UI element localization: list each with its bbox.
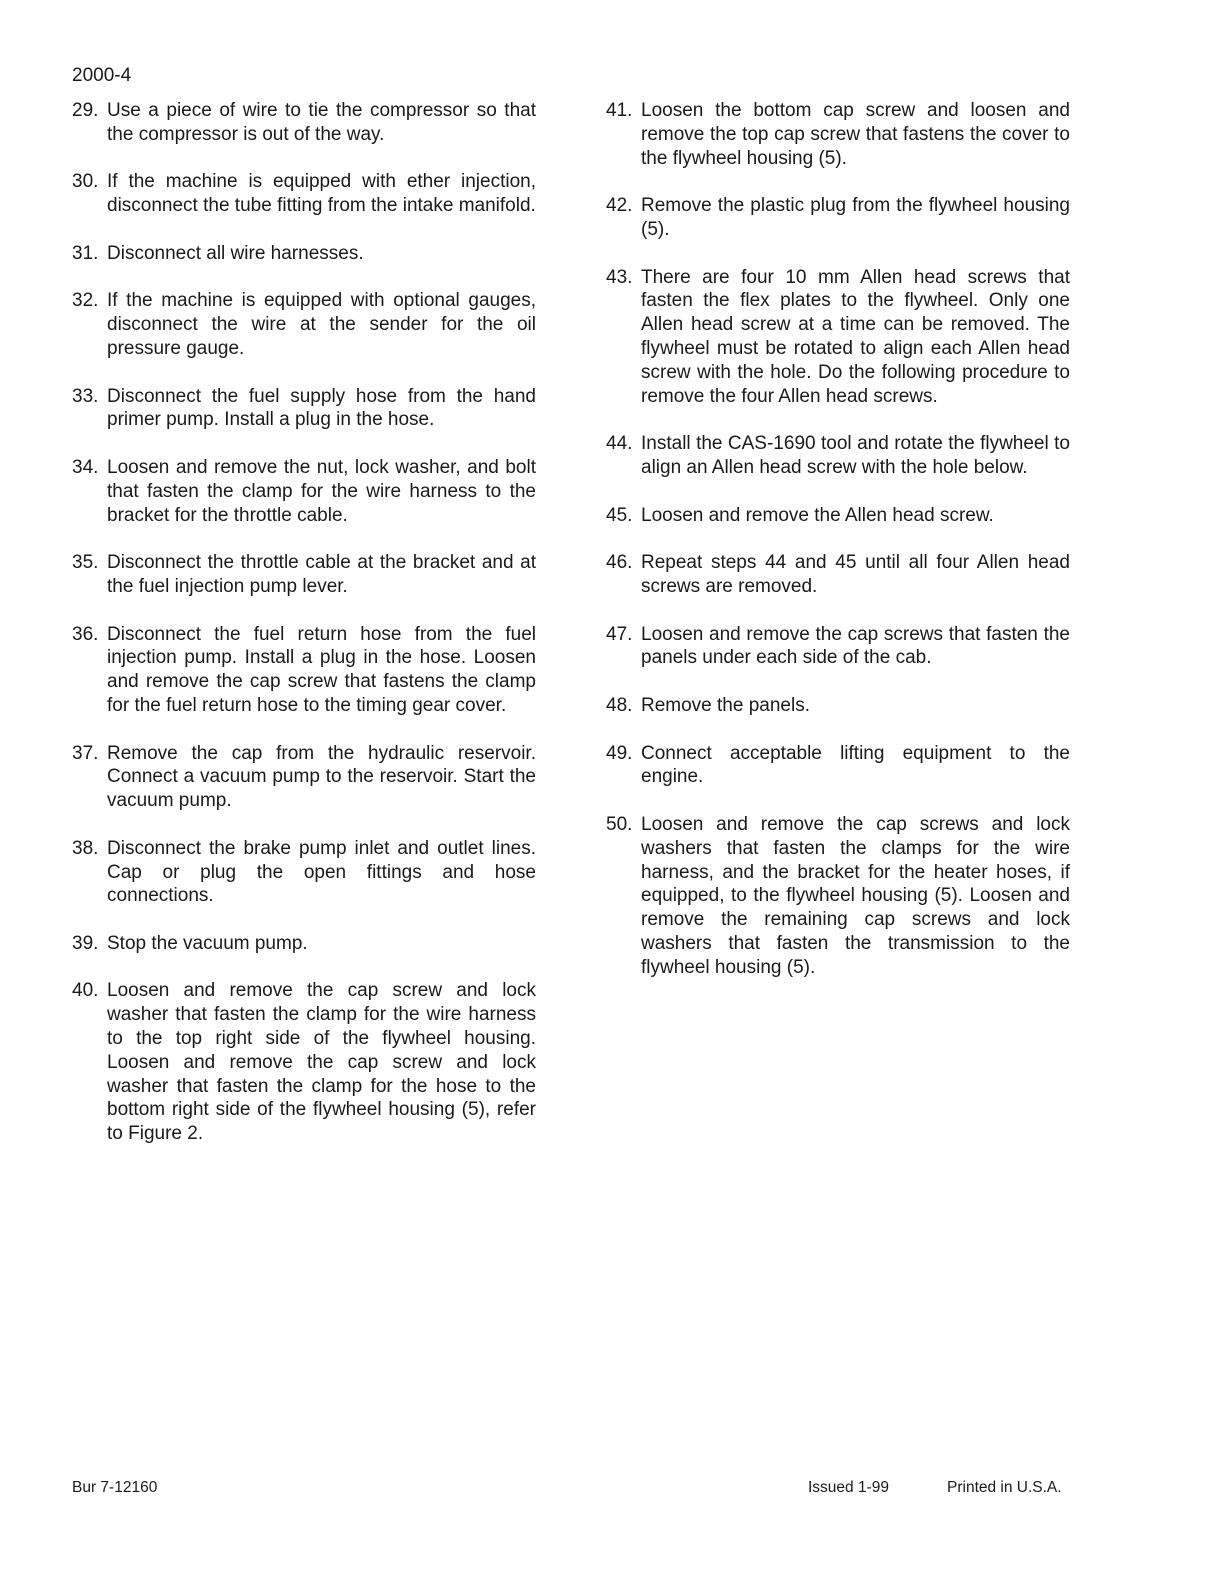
step-number: 39. [72, 932, 99, 954]
step-text: Remove the panels. [641, 694, 810, 716]
step-text: Stop the vacuum pump. [107, 932, 308, 954]
step-text: Loosen and remove the cap screw and lock washer that fasten the clamp for the wire harness to the top right side of the flywheel housing. Loosen and remove the cap screw and lock washer that fasten the clamp for the hose to the bottom right side of the flywheel housing (5), refer to Figure 2. [107, 980, 536, 1145]
step-32 [72, 289, 536, 360]
step-text: Disconnect all wire harnesses. [107, 242, 364, 264]
step-44 [606, 432, 1070, 480]
step-number: 34. [72, 456, 99, 478]
step-number: 40. [72, 980, 99, 1002]
step-number: 38. [72, 837, 99, 859]
step-43 [606, 266, 1070, 409]
step-34 [72, 456, 536, 527]
step-number: 41. [606, 100, 633, 121]
step-text: Repeat steps 44 and 45 until all four Allen head screws are removed. [641, 552, 1070, 597]
step-33 [72, 385, 536, 433]
printed-location: Printed in U.S.A. [947, 1479, 1062, 1496]
step-number: 36. [72, 623, 99, 645]
step-50 [606, 813, 1070, 980]
step-number: 49. [606, 742, 633, 764]
step-text: Loosen and remove the cap screws and lock washers that fasten the clamps for the wire harness, and the bracket for the heater hoses, if equipped, to the flywheel housing (5). Loosen and remove the remaining cap screws and lock washers that fasten the transmission to the flywheel housing (5). [641, 813, 1070, 978]
step-text: There are four 10 mm Allen head screws that fasten the flex plates to the flywheel. Only one Allen head screw at a time can be removed. The flywheel must be rotated to align each Allen head screw with the hole. Do the following procedure to remove the four Allen head screws. [641, 266, 1070, 407]
step-text: Disconnect the fuel supply hose from the hand primer pump. Install a plug in the hose. [107, 385, 536, 431]
step-37 [72, 742, 536, 813]
step-number: 29. [72, 100, 99, 121]
step-text: Install the CAS-1690 tool and rotate the flywheel to align an Allen head screw with the hole below. [641, 433, 1070, 478]
step-number: 44. [606, 433, 633, 455]
step-30 [72, 170, 536, 218]
step-39 [72, 932, 536, 956]
step-42 [606, 194, 1070, 242]
step-40 [72, 979, 536, 1146]
step-35 [72, 551, 536, 599]
step-text: If the machine is equipped with ether injection, disconnect the tube fitting from the intake manifold. [107, 171, 536, 217]
step-number: 37. [72, 742, 99, 764]
step-number: 47. [606, 623, 633, 645]
issue-date: Issued 1-99 [808, 1479, 889, 1496]
step-text: Disconnect the throttle cable at the bracket and at the fuel injection pump lever. [107, 552, 536, 597]
step-text: Disconnect the brake pump inlet and outlet lines. Cap or plug the open fittings and hose connections. [107, 837, 536, 907]
step-text: Disconnect the fuel return hose from the fuel injection pump. Install a plug in the hose. Loosen and remove the cap screw that fastens the clamp for the fuel return hose to the timing gear cover. [107, 623, 536, 716]
step-number: 43. [606, 266, 633, 288]
step-46 [606, 551, 1070, 599]
step-text: Remove the cap from the hydraulic reservoir. Connect a vacuum pump to the reservoir. Start the vacuum pump. [107, 742, 536, 812]
step-text: Loosen and remove the cap screws that fasten the panels under each side of the cab. [641, 623, 1070, 669]
step-text: Remove the plastic plug from the flywheel housing (5). [641, 195, 1070, 240]
step-number: 32. [72, 290, 99, 312]
step-number: 48. [606, 694, 633, 716]
step-31 [72, 242, 536, 266]
step-number: 35. [72, 552, 99, 574]
step-41 [606, 99, 1070, 170]
step-number: 46. [606, 552, 633, 574]
step-text: Use a piece of wire to tie the compressor so that the compressor is out of the way. [107, 100, 536, 145]
step-text: Connect acceptable lifting equipment to the engine. [641, 742, 1070, 788]
step-38 [72, 837, 536, 908]
step-text: Loosen and remove the nut, lock washer, and bolt that fasten the clamp for the wire harness to the bracket for the throttle cable. [107, 456, 536, 526]
left-column [72, 99, 536, 1170]
step-text: If the machine is equipped with optional gauges, disconnect the wire at the sender for the oil pressure gauge. [107, 290, 536, 359]
step-45 [606, 504, 1070, 528]
step-47 [606, 623, 1070, 671]
step-number: 30. [72, 171, 99, 193]
document-number: Bur 7-12160 [72, 1479, 158, 1496]
step-text: Loosen the bottom cap screw and loosen and remove the top cap screw that fastens the cover to the flywheel housing (5). [641, 100, 1070, 169]
step-48 [606, 694, 1070, 718]
step-29 [72, 99, 536, 147]
page-number: 2000-4 [72, 65, 132, 86]
step-text: Loosen and remove the Allen head screw. [641, 504, 994, 526]
step-number: 31. [72, 242, 99, 264]
step-number: 50. [606, 813, 633, 835]
step-36 [72, 623, 536, 718]
step-number: 33. [72, 385, 99, 407]
step-number: 42. [606, 195, 633, 217]
right-column [606, 99, 1070, 1003]
step-49 [606, 742, 1070, 790]
step-number: 45. [606, 504, 633, 526]
